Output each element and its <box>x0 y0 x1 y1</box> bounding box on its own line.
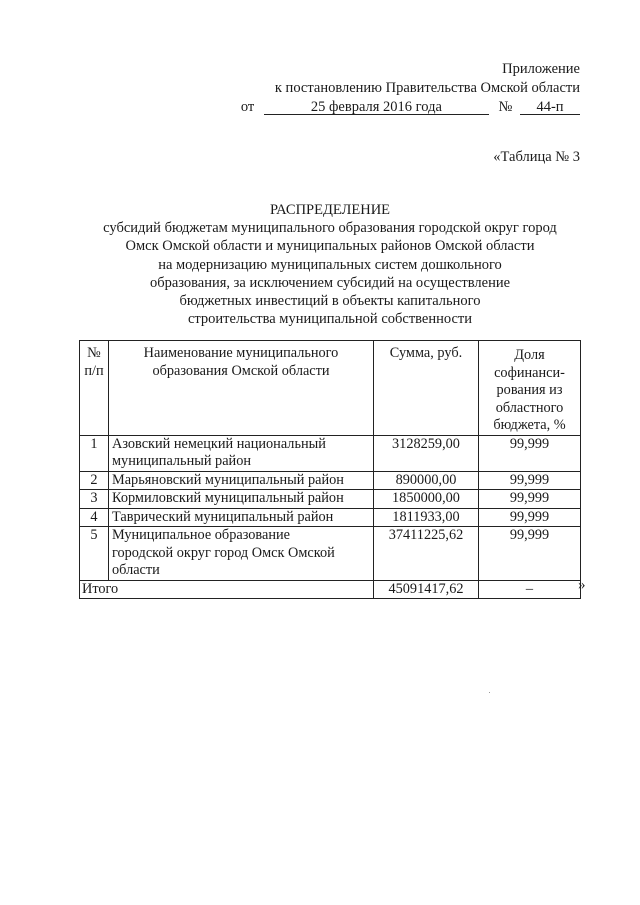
row-sum: 890000,00 <box>374 471 479 490</box>
row-name: Таврический муниципальный район <box>109 508 374 527</box>
table-row <box>80 508 581 527</box>
appendix-label: Приложение <box>502 61 580 77</box>
title-line: строительства муниципальной собственности <box>187 311 473 328</box>
table-row <box>80 490 581 509</box>
row-sum: 3128259,00 <box>374 435 479 471</box>
resolution-date-number <box>241 99 580 116</box>
row-share: 99,999 <box>479 527 581 581</box>
row-share: 99,999 <box>479 471 581 490</box>
row-share: 99,999 <box>479 508 581 527</box>
scan-speck <box>489 692 490 693</box>
header-name: Наименование муниципального образования Омской области <box>109 341 374 436</box>
title-line: бюджетных инвестиций в объекты капитального <box>179 293 481 310</box>
title-line: образования, за исключением субсидий на осуществление <box>149 274 511 291</box>
row-sum: 1811933,00 <box>374 508 479 527</box>
closing-quote: » <box>578 577 586 593</box>
row-sum: 37411225,62 <box>374 527 479 581</box>
title-line: Омск Омской области и муниципальных районов Омской области <box>125 238 535 255</box>
row-name: Азовский немецкий национальный муниципальный район <box>109 435 374 471</box>
table-reference: «Таблица № 3 <box>493 149 580 165</box>
header-num: № п/п <box>80 341 109 436</box>
header-sum: Сумма, руб. <box>374 341 479 436</box>
row-num: 2 <box>80 471 109 490</box>
row-name: Муниципальное образование городской округ город Омск Омской области <box>109 527 374 581</box>
total-sum: 45091417,62 <box>374 580 479 599</box>
title-line: на модернизацию муниципальных систем дошкольного <box>158 256 502 273</box>
table-row <box>80 435 581 471</box>
row-sum: 1850000,00 <box>374 490 479 509</box>
subsidy-distribution-table <box>79 340 581 599</box>
row-num: 4 <box>80 508 109 527</box>
row-share: 99,999 <box>479 490 581 509</box>
row-name: Кормиловский муниципальный район <box>109 490 374 509</box>
row-name: Марьяновский муниципальный район <box>109 471 374 490</box>
from-label: от <box>240 99 255 115</box>
title-heading: РАСПРЕДЕЛЕНИЕ <box>269 202 391 218</box>
row-num: 3 <box>80 490 109 509</box>
table-row <box>80 471 581 490</box>
row-share: 99,999 <box>479 435 581 471</box>
total-share: – <box>479 580 581 599</box>
total-row <box>80 580 581 599</box>
resolution-number: 44-п <box>520 100 580 115</box>
table-row <box>80 527 581 581</box>
number-label: № <box>498 99 513 115</box>
header-share: Доля софинанси- рования из областного бюджета, % <box>479 341 581 436</box>
title-line: субсидий бюджетам муниципального образования городской округ город <box>103 220 557 237</box>
document-title <box>70 201 590 328</box>
resolution-reference: к постановлению Правительства Омской области <box>274 80 580 96</box>
row-num: 1 <box>80 435 109 471</box>
resolution-date: 25 февраля 2016 года <box>264 100 489 115</box>
table-header-row <box>80 341 581 436</box>
row-num: 5 <box>80 527 109 581</box>
total-label: Итого <box>80 580 374 599</box>
